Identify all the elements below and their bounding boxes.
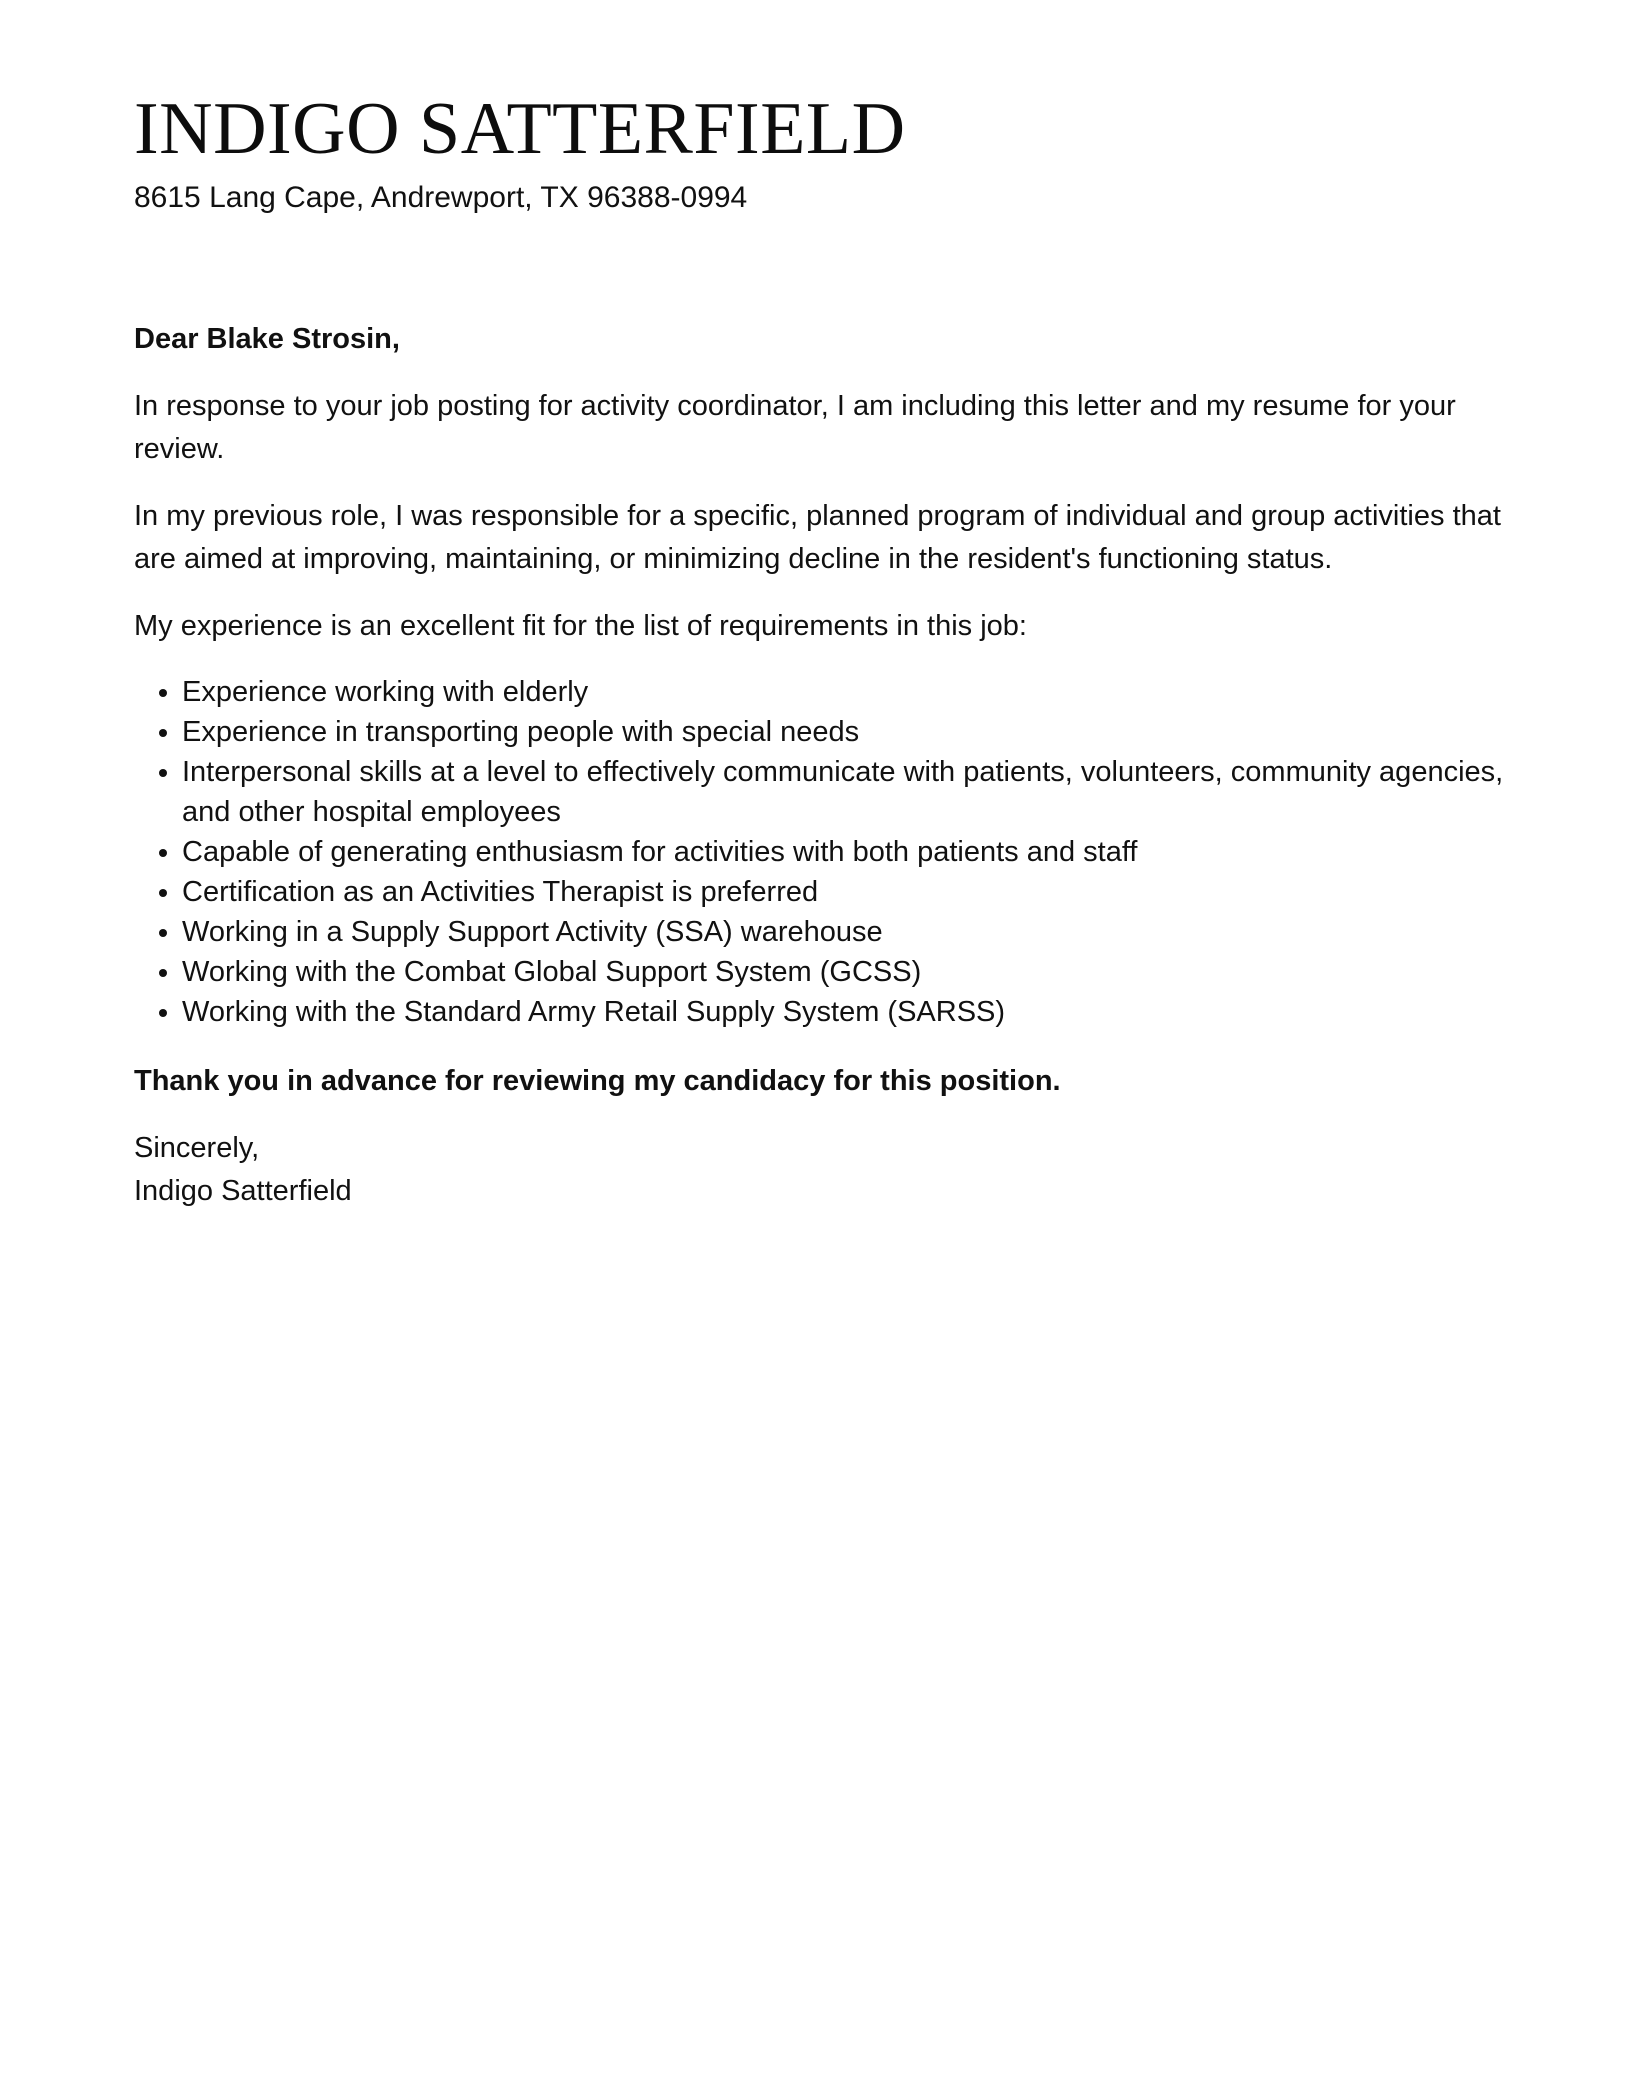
closing-block [134, 1127, 1514, 1213]
intro-paragraph: In response to your job posting for activity coordinator, I am including this letter and my resume for your review. [134, 390, 1456, 465]
list-item: • Capable of generating enthusiasm for activities with both patients and staff [182, 832, 1514, 872]
experience-paragraph: In my previous role, I was responsible for a specific, planned program of individual and group activities that are aimed at improving, maintaining, or minimizing decline in the resident's functioning status. [134, 500, 1501, 575]
applicant-name: INDIGO SATTERFIELD [134, 88, 906, 170]
list-item: • Certification as an Activities Therapist is preferred [182, 872, 1514, 912]
list-item: • Experience working with elderly [182, 672, 1514, 712]
list-item: • Experience in transporting people with special needs [182, 712, 1514, 752]
list-item: • Working in a Supply Support Activity (SSA) warehouse [182, 912, 1514, 952]
requirements-intro: My experience is an excellent fit for the list of requirements in this job: [134, 610, 1027, 642]
closing: Sincerely, [134, 1132, 260, 1164]
applicant-address: 8615 Lang Cape, Andrewport, TX 96388-0994 [134, 181, 748, 214]
thank-you-line: Thank you in advance for reviewing my candidacy for this position. [134, 1065, 1061, 1097]
cover-letter [134, 86, 1514, 1213]
requirements-list [134, 672, 1514, 1032]
list-item: • Working with the Standard Army Retail Supply System (SARSS) [182, 992, 1514, 1032]
signature: Indigo Satterfield [134, 1175, 352, 1207]
list-item: • Working with the Combat Global Support System (GCSS) [182, 952, 1514, 992]
salutation: Dear Blake Strosin, [134, 323, 400, 355]
list-item: • Interpersonal skills at a level to effectively communicate with patients, volunteers, community agencies, and other hospital employees [182, 752, 1514, 832]
